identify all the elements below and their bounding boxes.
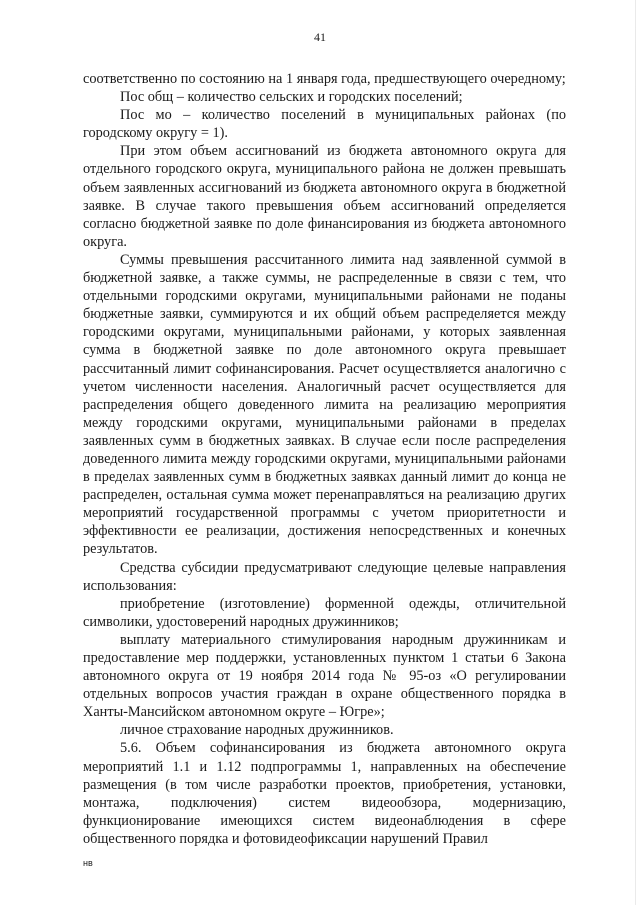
paragraph-6: Средства субсидии предусматривают следующие целевые направления использования: (83, 559, 566, 594)
paragraph-1: соответственно по состоянию на 1 января года, предшествующего очередному; (83, 71, 566, 87)
paragraph-3: Пос мо – количество поселений в муниципальных районах (по городскому округу = 1). (83, 107, 566, 142)
paragraph-8: выплату материального стимулирования народным дружинникам и предоставление мер поддержки, установленных пунктом 1 статьи 6 Закона автономного округа от 19 ноября 2014 года № 95-оз «О регулировании отдельных вопросов участия граждан в охране общественного порядка в Ханты-Мансийском автономном округе – Югре»; (83, 631, 566, 721)
footer-mark: нв (83, 858, 93, 868)
scan-edge-line (635, 0, 636, 905)
paragraph-2: Пос общ – количество сельских и городских поселений; (120, 89, 463, 106)
paragraph-7: приобретение (изготовление) форменной одежды, отличительной символики, удостоверений народных дружинников; (83, 595, 566, 630)
paragraph-4: При этом объем ассигнований из бюджета автономного округа для отдельного городского округа, муниципального района не должен превышать объем заявленных ассигнований из бюджета автономного округа в бюджетной заявке. В случае такого превышения объем ассигнований определяется согласно бюджетной заявке по доле финансирования из бюджета автономного округа. (83, 143, 566, 250)
paragraph-10: 5.6. Объем софинансирования из бюджета автономного округа мероприятий 1.1 и 1.12 подпрограммы 1, направленных на обеспечение размещения (в том числе разработки проектов, приобретения, установки, монтажа, подключения) систем видеообзора, модернизацию, функционирование имеющихся систем видеонаблюдения в сфере общественного порядка и фотовидеофиксации нарушений Правил (83, 740, 566, 847)
paragraph-9: личное страхование народных дружинников. (120, 722, 394, 739)
paragraph-5: Суммы превышения рассчитанного лимита над заявленной суммой в бюджетной заявке, а также суммы, не распределенные в связи с тем, что отдельными городскими округами, муниципальными районами не поданы бюджетные заявки, суммируются и их общий объем распределяется между городскими округами, муниципальными районами, у которых заявленная сумма в бюджетной заявке по доле автономного округа превышает рассчитанный лимит софинансирования. Расчет осуществляется аналогично с учетом численности населения. Аналогичный расчет осуществляется для распределения общего доведенного лимита на реализацию мероприятия между городскими округами, муниципальными районами в пределах заявленных сумм в бюджетных заявках. В случае если после распределения доведенного лимита между городскими округами, муниципальными районами в пределах заявленных сумм в бюджетных заявках данный лимит до конца не распределен, остальная сумма может перенаправляться на реализацию других мероприятий государственной программы с учетом приоритетности и эффективности ее реализации, достижения непосредственных и конечных результатов. (83, 251, 566, 558)
page-number: 41 (314, 30, 326, 44)
document-body (83, 70, 566, 848)
